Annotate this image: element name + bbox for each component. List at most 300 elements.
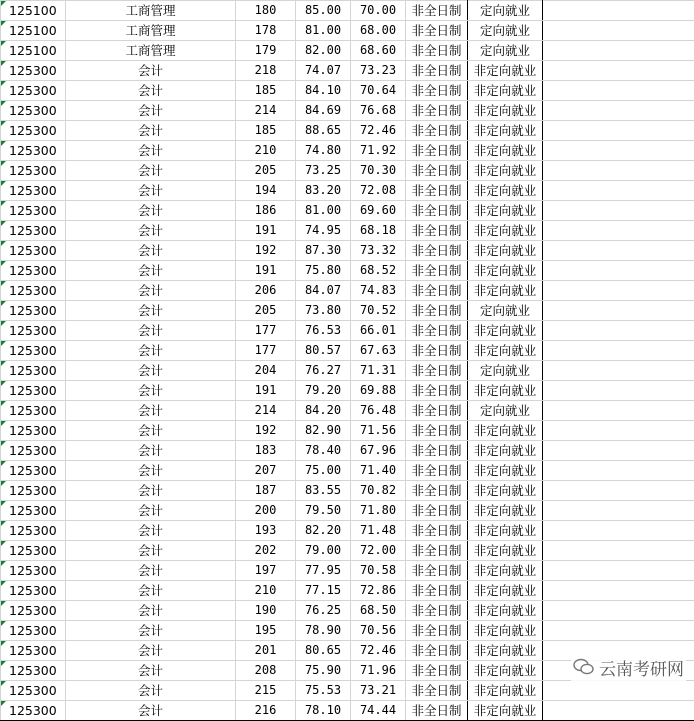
cell-study-type[interactable]: 非全日制 — [406, 481, 468, 501]
cell-code[interactable]: 125300 — [1, 581, 66, 601]
cell-empty[interactable] — [543, 101, 694, 121]
cell-study-type[interactable]: 非全日制 — [406, 21, 468, 41]
cell-score1[interactable]: 84.07 — [296, 281, 351, 301]
cell-score2[interactable]: 72.46 — [351, 121, 406, 141]
cell-code[interactable]: 125300 — [1, 441, 66, 461]
cell-total[interactable]: 192 — [236, 421, 296, 441]
cell-major[interactable]: 工商管理 — [66, 21, 236, 41]
cell-score2[interactable]: 70.30 — [351, 161, 406, 181]
cell-empty[interactable] — [543, 561, 694, 581]
cell-code[interactable]: 125300 — [1, 601, 66, 621]
cell-study-type[interactable]: 非全日制 — [406, 541, 468, 561]
cell-major[interactable]: 会计 — [66, 401, 236, 421]
cell-score1[interactable]: 73.25 — [296, 161, 351, 181]
cell-study-type[interactable]: 非全日制 — [406, 621, 468, 641]
cell-study-type[interactable]: 非全日制 — [406, 201, 468, 221]
cell-empty[interactable] — [543, 501, 694, 521]
cell-score1[interactable]: 75.80 — [296, 261, 351, 281]
cell-total[interactable]: 186 — [236, 201, 296, 221]
cell-major[interactable]: 会计 — [66, 481, 236, 501]
cell-major[interactable]: 会计 — [66, 621, 236, 641]
cell-code[interactable]: 125300 — [1, 701, 66, 721]
cell-total[interactable]: 201 — [236, 641, 296, 661]
cell-code[interactable]: 125300 — [1, 341, 66, 361]
cell-major[interactable]: 会计 — [66, 661, 236, 681]
cell-empty[interactable] — [543, 121, 694, 141]
cell-major[interactable]: 会计 — [66, 701, 236, 721]
cell-code[interactable]: 125300 — [1, 401, 66, 421]
cell-score2[interactable]: 67.63 — [351, 341, 406, 361]
cell-study-type[interactable]: 非全日制 — [406, 421, 468, 441]
cell-direction[interactable]: 非定向就业 — [468, 341, 543, 361]
cell-score1[interactable]: 80.57 — [296, 341, 351, 361]
cell-study-type[interactable]: 非全日制 — [406, 341, 468, 361]
cell-direction[interactable]: 非定向就业 — [468, 501, 543, 521]
cell-direction[interactable]: 非定向就业 — [468, 181, 543, 201]
cell-empty[interactable] — [543, 541, 694, 561]
cell-study-type[interactable]: 非全日制 — [406, 1, 468, 21]
cell-code[interactable]: 125300 — [1, 461, 66, 481]
cell-score1[interactable]: 81.00 — [296, 201, 351, 221]
cell-empty[interactable] — [543, 21, 694, 41]
cell-major[interactable]: 会计 — [66, 561, 236, 581]
cell-score2[interactable]: 68.18 — [351, 221, 406, 241]
cell-direction[interactable]: 非定向就业 — [468, 241, 543, 261]
cell-study-type[interactable]: 非全日制 — [406, 61, 468, 81]
cell-study-type[interactable]: 非全日制 — [406, 161, 468, 181]
cell-study-type[interactable]: 非全日制 — [406, 181, 468, 201]
cell-score2[interactable]: 72.08 — [351, 181, 406, 201]
cell-empty[interactable] — [543, 621, 694, 641]
cell-code[interactable]: 125300 — [1, 661, 66, 681]
cell-score2[interactable]: 67.96 — [351, 441, 406, 461]
cell-code[interactable]: 125300 — [1, 141, 66, 161]
cell-score1[interactable]: 83.55 — [296, 481, 351, 501]
table-row — [1, 181, 694, 201]
cell-score2[interactable]: 70.64 — [351, 81, 406, 101]
cell-major[interactable]: 会计 — [66, 341, 236, 361]
cell-score2[interactable]: 73.21 — [351, 681, 406, 701]
cell-total[interactable]: 197 — [236, 561, 296, 581]
cell-study-type[interactable]: 非全日制 — [406, 101, 468, 121]
cell-score2[interactable]: 76.48 — [351, 401, 406, 421]
cell-major[interactable]: 会计 — [66, 501, 236, 521]
cell-direction[interactable]: 定向就业 — [468, 21, 543, 41]
table-body — [1, 1, 694, 721]
cell-code[interactable]: 125300 — [1, 301, 66, 321]
cell-study-type[interactable]: 非全日制 — [406, 261, 468, 281]
cell-empty[interactable] — [543, 181, 694, 201]
cell-score2[interactable]: 70.58 — [351, 561, 406, 581]
cell-direction[interactable]: 定向就业 — [468, 361, 543, 381]
cell-code[interactable]: 125300 — [1, 321, 66, 341]
cell-empty[interactable] — [543, 321, 694, 341]
cell-score2[interactable]: 71.96 — [351, 661, 406, 681]
cell-score2[interactable]: 73.23 — [351, 61, 406, 81]
cell-total[interactable]: 185 — [236, 81, 296, 101]
cell-score2[interactable]: 69.60 — [351, 201, 406, 221]
cell-score2[interactable]: 70.56 — [351, 621, 406, 641]
cell-direction[interactable]: 定向就业 — [468, 401, 543, 421]
cell-major[interactable]: 会计 — [66, 421, 236, 441]
cell-total[interactable]: 195 — [236, 621, 296, 641]
cell-code[interactable]: 125300 — [1, 561, 66, 581]
cell-total[interactable]: 218 — [236, 61, 296, 81]
cell-empty[interactable] — [543, 161, 694, 181]
cell-total[interactable]: 205 — [236, 161, 296, 181]
cell-empty[interactable] — [543, 1, 694, 21]
cell-score1[interactable]: 74.95 — [296, 221, 351, 241]
cell-major[interactable]: 会计 — [66, 141, 236, 161]
cell-study-type[interactable]: 非全日制 — [406, 521, 468, 541]
cell-empty[interactable] — [543, 281, 694, 301]
cell-empty[interactable] — [543, 701, 694, 721]
cell-score1[interactable]: 78.10 — [296, 701, 351, 721]
cell-study-type[interactable]: 非全日制 — [406, 441, 468, 461]
table-row — [1, 81, 694, 101]
cell-study-type[interactable]: 非全日制 — [406, 681, 468, 701]
cell-score2[interactable]: 72.00 — [351, 541, 406, 561]
cell-score1[interactable]: 84.69 — [296, 101, 351, 121]
cell-empty[interactable] — [543, 521, 694, 541]
cell-code[interactable]: 125100 — [1, 1, 66, 21]
cell-study-type[interactable]: 非全日制 — [406, 601, 468, 621]
cell-total[interactable]: 192 — [236, 241, 296, 261]
cell-code[interactable]: 125300 — [1, 181, 66, 201]
cell-empty[interactable] — [543, 221, 694, 241]
cell-direction[interactable]: 非定向就业 — [468, 601, 543, 621]
cell-score1[interactable]: 78.40 — [296, 441, 351, 461]
cell-score2[interactable]: 70.82 — [351, 481, 406, 501]
cell-score1[interactable]: 87.30 — [296, 241, 351, 261]
cell-empty[interactable] — [543, 581, 694, 601]
cell-direction[interactable]: 非定向就业 — [468, 321, 543, 341]
cell-score2[interactable]: 71.56 — [351, 421, 406, 441]
cell-major[interactable]: 会计 — [66, 441, 236, 461]
cell-direction[interactable]: 非定向就业 — [468, 701, 543, 721]
cell-total[interactable]: 202 — [236, 541, 296, 561]
cell-empty[interactable] — [543, 301, 694, 321]
table-row — [1, 401, 694, 421]
cell-score1[interactable]: 85.00 — [296, 1, 351, 21]
cell-major[interactable]: 会计 — [66, 61, 236, 81]
cell-code[interactable]: 125300 — [1, 501, 66, 521]
cell-score1[interactable]: 77.15 — [296, 581, 351, 601]
cell-empty[interactable] — [543, 401, 694, 421]
cell-empty[interactable] — [543, 361, 694, 381]
cell-major[interactable]: 会计 — [66, 301, 236, 321]
cell-study-type[interactable]: 非全日制 — [406, 281, 468, 301]
cell-direction[interactable]: 非定向就业 — [468, 441, 543, 461]
cell-score2[interactable]: 71.48 — [351, 521, 406, 541]
cell-total[interactable]: 208 — [236, 661, 296, 681]
cell-direction[interactable]: 定向就业 — [468, 301, 543, 321]
cell-study-type[interactable]: 非全日制 — [406, 381, 468, 401]
cell-direction[interactable]: 非定向就业 — [468, 221, 543, 241]
table-row — [1, 461, 694, 481]
cell-total[interactable]: 183 — [236, 441, 296, 461]
cell-total[interactable]: 214 — [236, 101, 296, 121]
cell-study-type[interactable]: 非全日制 — [406, 141, 468, 161]
cell-study-type[interactable]: 非全日制 — [406, 641, 468, 661]
cell-total[interactable]: 214 — [236, 401, 296, 421]
cell-score2[interactable]: 76.68 — [351, 101, 406, 121]
cell-study-type[interactable]: 非全日制 — [406, 581, 468, 601]
cell-score1[interactable]: 82.20 — [296, 521, 351, 541]
cell-total[interactable]: 194 — [236, 181, 296, 201]
cell-major[interactable]: 会计 — [66, 601, 236, 621]
table-row — [1, 41, 694, 61]
cell-direction[interactable]: 非定向就业 — [468, 681, 543, 701]
cell-code[interactable]: 125300 — [1, 481, 66, 501]
table-row — [1, 421, 694, 441]
cell-study-type[interactable]: 非全日制 — [406, 561, 468, 581]
cell-major[interactable]: 会计 — [66, 541, 236, 561]
cell-direction[interactable]: 非定向就业 — [468, 81, 543, 101]
cell-total[interactable]: 210 — [236, 141, 296, 161]
cell-code[interactable]: 125300 — [1, 541, 66, 561]
cell-score2[interactable]: 72.86 — [351, 581, 406, 601]
cell-score2[interactable]: 71.92 — [351, 141, 406, 161]
cell-total[interactable]: 178 — [236, 21, 296, 41]
cell-code[interactable]: 125300 — [1, 121, 66, 141]
cell-direction[interactable]: 非定向就业 — [468, 121, 543, 141]
cell-total[interactable]: 185 — [236, 121, 296, 141]
cell-direction[interactable]: 定向就业 — [468, 1, 543, 21]
table-row — [1, 601, 694, 621]
cell-direction[interactable]: 非定向就业 — [468, 461, 543, 481]
cell-total[interactable]: 177 — [236, 321, 296, 341]
cell-score1[interactable]: 74.80 — [296, 141, 351, 161]
cell-empty[interactable] — [543, 261, 694, 281]
cell-major[interactable]: 会计 — [66, 201, 236, 221]
cell-major[interactable]: 会计 — [66, 181, 236, 201]
cell-major[interactable]: 会计 — [66, 681, 236, 701]
cell-code[interactable]: 125300 — [1, 641, 66, 661]
cell-score1[interactable]: 78.90 — [296, 621, 351, 641]
cell-code[interactable]: 125300 — [1, 521, 66, 541]
cell-major[interactable]: 会计 — [66, 461, 236, 481]
cell-direction[interactable]: 非定向就业 — [468, 281, 543, 301]
cell-score2[interactable]: 71.80 — [351, 501, 406, 521]
cell-direction[interactable]: 非定向就业 — [468, 661, 543, 681]
cell-direction[interactable]: 非定向就业 — [468, 381, 543, 401]
cell-study-type[interactable]: 非全日制 — [406, 81, 468, 101]
cell-direction[interactable]: 非定向就业 — [468, 61, 543, 81]
cell-score2[interactable]: 73.32 — [351, 241, 406, 261]
cell-code[interactable]: 125100 — [1, 41, 66, 61]
cell-score2[interactable]: 68.00 — [351, 21, 406, 41]
cell-score1[interactable]: 77.95 — [296, 561, 351, 581]
cell-score1[interactable]: 80.65 — [296, 641, 351, 661]
cell-total[interactable]: 179 — [236, 41, 296, 61]
cell-score1[interactable]: 82.00 — [296, 41, 351, 61]
cell-score1[interactable]: 79.20 — [296, 381, 351, 401]
cell-direction[interactable]: 非定向就业 — [468, 201, 543, 221]
cell-major[interactable]: 会计 — [66, 241, 236, 261]
cell-code[interactable]: 125300 — [1, 81, 66, 101]
cell-major[interactable]: 会计 — [66, 281, 236, 301]
watermark-text: 云南考研网 — [599, 655, 684, 680]
cell-study-type[interactable]: 非全日制 — [406, 241, 468, 261]
cell-code[interactable]: 125100 — [1, 21, 66, 41]
cell-empty[interactable] — [543, 681, 694, 701]
cell-total[interactable]: 200 — [236, 501, 296, 521]
cell-direction[interactable]: 非定向就业 — [468, 541, 543, 561]
cell-major[interactable]: 会计 — [66, 381, 236, 401]
cell-major[interactable]: 工商管理 — [66, 1, 236, 21]
cell-study-type[interactable]: 非全日制 — [406, 121, 468, 141]
cell-direction[interactable]: 非定向就业 — [468, 161, 543, 181]
table-row — [1, 341, 694, 361]
cell-code[interactable]: 125300 — [1, 61, 66, 81]
cell-score1[interactable]: 83.20 — [296, 181, 351, 201]
cell-score1[interactable]: 76.27 — [296, 361, 351, 381]
cell-direction[interactable]: 非定向就业 — [468, 581, 543, 601]
cell-score2[interactable]: 71.31 — [351, 361, 406, 381]
cell-empty[interactable] — [543, 241, 694, 261]
cell-major[interactable]: 会计 — [66, 581, 236, 601]
cell-study-type[interactable]: 非全日制 — [406, 221, 468, 241]
cell-empty[interactable] — [543, 141, 694, 161]
cell-score2[interactable]: 68.60 — [351, 41, 406, 61]
cell-major[interactable]: 会计 — [66, 521, 236, 541]
cell-total[interactable]: 204 — [236, 361, 296, 381]
cell-total[interactable]: 193 — [236, 521, 296, 541]
cell-empty[interactable] — [543, 601, 694, 621]
cell-empty[interactable] — [543, 481, 694, 501]
cell-code[interactable]: 125300 — [1, 261, 66, 281]
cell-code[interactable]: 125300 — [1, 241, 66, 261]
cell-major[interactable]: 会计 — [66, 361, 236, 381]
cell-empty[interactable] — [543, 461, 694, 481]
cell-score2[interactable]: 69.88 — [351, 381, 406, 401]
cell-total[interactable]: 191 — [236, 221, 296, 241]
cell-total[interactable]: 215 — [236, 681, 296, 701]
cell-code[interactable]: 125300 — [1, 381, 66, 401]
cell-code[interactable]: 125300 — [1, 221, 66, 241]
cell-score1[interactable]: 74.07 — [296, 61, 351, 81]
cell-score1[interactable]: 73.80 — [296, 301, 351, 321]
cell-code[interactable]: 125300 — [1, 161, 66, 181]
cell-score1[interactable]: 84.20 — [296, 401, 351, 421]
cell-code[interactable]: 125300 — [1, 681, 66, 701]
cell-code[interactable]: 125300 — [1, 201, 66, 221]
table-row — [1, 521, 694, 541]
table-row — [1, 201, 694, 221]
cell-total[interactable]: 216 — [236, 701, 296, 721]
cell-direction[interactable]: 非定向就业 — [468, 481, 543, 501]
cell-study-type[interactable]: 非全日制 — [406, 501, 468, 521]
cell-score2[interactable]: 68.50 — [351, 601, 406, 621]
cell-major[interactable]: 会计 — [66, 321, 236, 341]
cell-direction[interactable]: 定向就业 — [468, 41, 543, 61]
cell-score1[interactable]: 76.25 — [296, 601, 351, 621]
cell-score2[interactable]: 71.40 — [351, 461, 406, 481]
cell-empty[interactable] — [543, 41, 694, 61]
cell-score2[interactable]: 72.46 — [351, 641, 406, 661]
cell-score2[interactable]: 66.01 — [351, 321, 406, 341]
cell-empty[interactable] — [543, 201, 694, 221]
table-row — [1, 441, 694, 461]
cell-total[interactable]: 177 — [236, 341, 296, 361]
cell-code[interactable]: 125300 — [1, 281, 66, 301]
cell-code[interactable]: 125300 — [1, 421, 66, 441]
cell-empty[interactable] — [543, 441, 694, 461]
cell-score2[interactable]: 74.44 — [351, 701, 406, 721]
cell-direction[interactable]: 非定向就业 — [468, 141, 543, 161]
cell-total[interactable]: 206 — [236, 281, 296, 301]
cell-score1[interactable]: 76.53 — [296, 321, 351, 341]
cell-major[interactable]: 会计 — [66, 221, 236, 241]
cell-total[interactable]: 180 — [236, 1, 296, 21]
cell-code[interactable]: 125300 — [1, 101, 66, 121]
cell-score2[interactable]: 70.52 — [351, 301, 406, 321]
cell-major[interactable]: 会计 — [66, 161, 236, 181]
cell-score1[interactable]: 81.00 — [296, 21, 351, 41]
cell-direction[interactable]: 非定向就业 — [468, 641, 543, 661]
cell-score2[interactable]: 70.00 — [351, 1, 406, 21]
cell-total[interactable]: 191 — [236, 381, 296, 401]
cell-direction[interactable]: 非定向就业 — [468, 561, 543, 581]
cell-study-type[interactable]: 非全日制 — [406, 301, 468, 321]
cell-total[interactable]: 205 — [236, 301, 296, 321]
cell-code[interactable]: 125300 — [1, 361, 66, 381]
cell-major[interactable]: 工商管理 — [66, 41, 236, 61]
cell-score1[interactable]: 75.53 — [296, 681, 351, 701]
cell-direction[interactable]: 非定向就业 — [468, 621, 543, 641]
cell-code[interactable]: 125300 — [1, 621, 66, 641]
cell-major[interactable]: 会计 — [66, 101, 236, 121]
cell-major[interactable]: 会计 — [66, 261, 236, 281]
cell-study-type[interactable]: 非全日制 — [406, 461, 468, 481]
cell-empty[interactable] — [543, 341, 694, 361]
cell-study-type[interactable]: 非全日制 — [406, 361, 468, 381]
table-row — [1, 381, 694, 401]
cell-empty[interactable] — [543, 421, 694, 441]
cell-direction[interactable]: 非定向就业 — [468, 421, 543, 441]
cell-total[interactable]: 207 — [236, 461, 296, 481]
cell-study-type[interactable]: 非全日制 — [406, 321, 468, 341]
cell-total[interactable]: 210 — [236, 581, 296, 601]
cell-empty[interactable] — [543, 61, 694, 81]
cell-major[interactable]: 会计 — [66, 641, 236, 661]
cell-total[interactable]: 191 — [236, 261, 296, 281]
cell-score2[interactable]: 74.83 — [351, 281, 406, 301]
cell-score1[interactable]: 79.00 — [296, 541, 351, 561]
cell-total[interactable]: 187 — [236, 481, 296, 501]
cell-total[interactable]: 190 — [236, 601, 296, 621]
cell-study-type[interactable]: 非全日制 — [406, 401, 468, 421]
cell-direction[interactable]: 非定向就业 — [468, 101, 543, 121]
cell-empty[interactable] — [543, 381, 694, 401]
cell-empty[interactable] — [543, 81, 694, 101]
cell-direction[interactable]: 非定向就业 — [468, 261, 543, 281]
cell-score2[interactable]: 68.52 — [351, 261, 406, 281]
cell-major[interactable]: 会计 — [66, 121, 236, 141]
cell-study-type[interactable]: 非全日制 — [406, 701, 468, 721]
cell-study-type[interactable]: 非全日制 — [406, 661, 468, 681]
cell-score1[interactable]: 75.00 — [296, 461, 351, 481]
cell-score1[interactable]: 79.50 — [296, 501, 351, 521]
cell-major[interactable]: 会计 — [66, 81, 236, 101]
cell-score1[interactable]: 75.90 — [296, 661, 351, 681]
cell-score1[interactable]: 84.10 — [296, 81, 351, 101]
cell-score1[interactable]: 88.65 — [296, 121, 351, 141]
cell-score1[interactable]: 82.90 — [296, 421, 351, 441]
cell-direction[interactable]: 非定向就业 — [468, 521, 543, 541]
cell-study-type[interactable]: 非全日制 — [406, 41, 468, 61]
